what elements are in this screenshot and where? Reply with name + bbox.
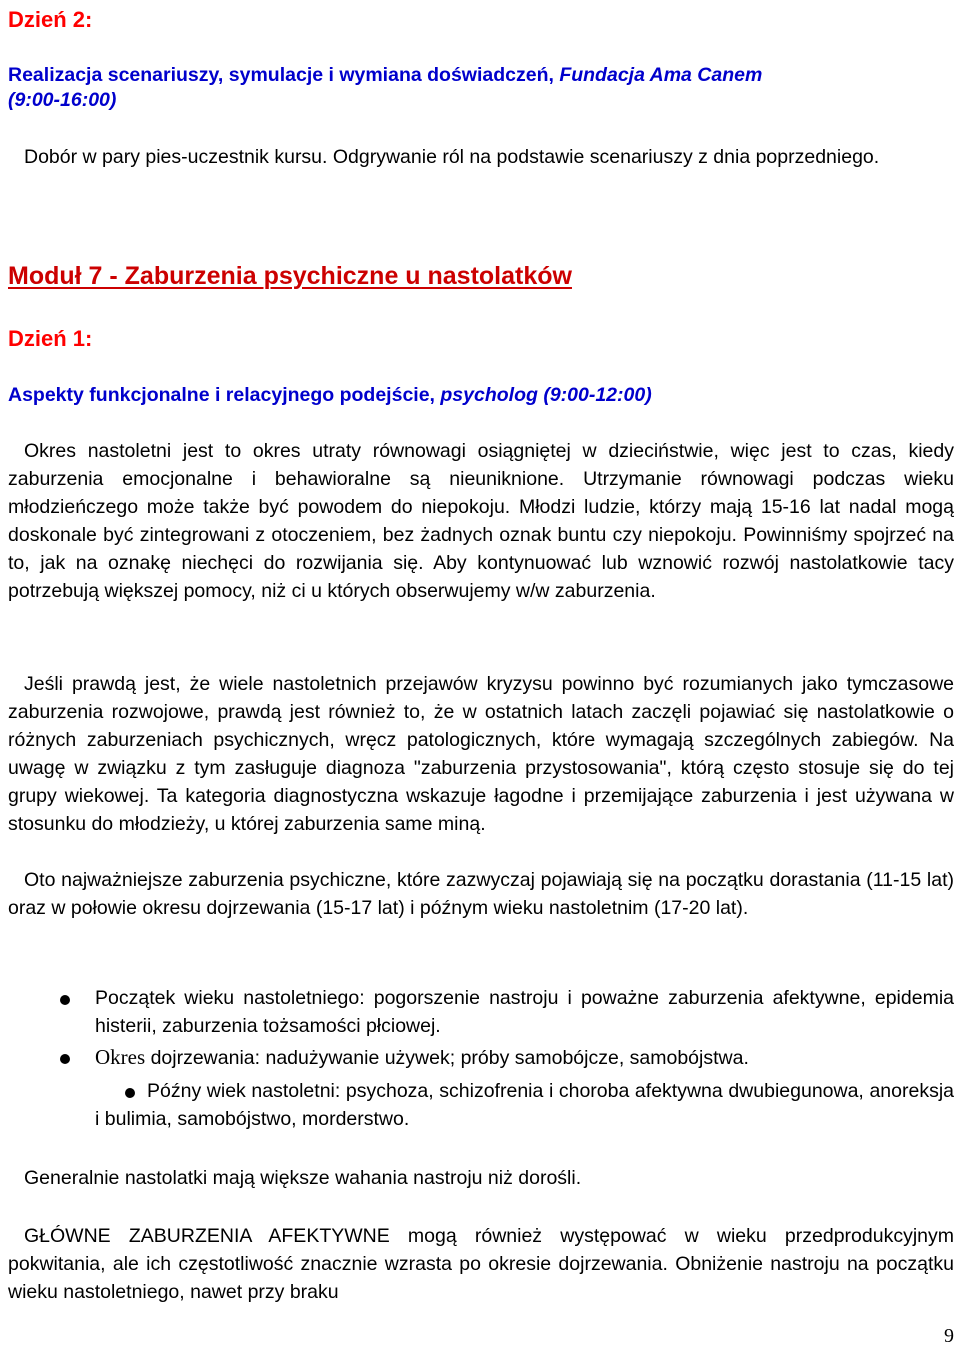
bullet-dot — [125, 1088, 135, 1098]
session-speaker: psycholog — [440, 384, 538, 406]
session-title-text: Aspekty funkcjonalne i relacyjnego podejście, — [8, 384, 441, 406]
bullet-text-lead: Okres — [95, 1045, 146, 1069]
session-time: (9:00-12:00) — [537, 384, 652, 406]
module-title: Moduł 7 - Zaburzenia psychiczne u nastolatków — [8, 262, 572, 290]
paragraph-4: Generalnie nastolatki mają większe wahania nastroju niż dorośli. — [24, 1167, 582, 1189]
bullet-item-early — [8, 984, 954, 1040]
paragraph-2: Jeśli prawdą jest, że wiele nastoletnich przejawów kryzysu powinno być rozumianych jako tymczasowe zaburzenia rozwojowe, prawdą jest również to, że w ostatnich latach zaczęli pojawiać się nastolatkowie o różnych zaburzeniach psychicznych, wręcz patologicznych, które wymagają szczególnych zabiegów. Na uwagę w związku z tym zasługuje diagnoza "zaburzenia przystosowania", którą często stosuje się do tej grupy wiekowej. Ta kategoria diagnostyczna wskazuje łagodne i przemijające zaburzenia i jest używana w stosunku do młodzieży, u której zaburzenia same miną. — [8, 673, 954, 835]
bullet-text: Początek wieku nastoletniego: pogorszenie nastroju i poważne zaburzenia afektywne, epidemia histerii, zaburzenia tożsamości płciowej. — [95, 987, 954, 1037]
bullet-dot — [60, 1054, 70, 1064]
day2-session-title — [8, 63, 954, 113]
bullet-text: dojrzewania: nadużywanie używek; próby samobójcze, samobójstwa. — [145, 1047, 749, 1069]
session-title-text: Realizacja scenariuszy, symulacje i wymiana doświadczeń, — [8, 64, 560, 86]
session-organization: Fundacja Ama Canem — [559, 64, 763, 86]
paragraph-5: GŁÓWNE ZABURZENIA AFEKTYWNE mogą również występować w wieku przedprodukcyjnym pokwitania, ale ich częstotliwość znacznie wzrasta po okresie dojrzewania. Obniżenie nastroju na początku wieku nastoletniego, nawet przy braku — [8, 1225, 954, 1303]
paragraph-1: Okres nastoletni jest to okres utraty równowagi osiągniętej w dzieciństwie, więc jest to czas, kiedy zaburzenia emocjonalne i behawioralne są nieuniknione. Utrzymanie równowagi podczas wieku młodzieńczego może także być powodem do niepokoju. Młodzi ludzie, którzy mają 15-16 lat nadal mogą doskonale być zintegrowani z otoczeniem, bez żadnych oznak buntu czy niepokoju. Powinniśmy spojrzeć na to, jak na oznakę niechęci do rozwijania się. Aby kontynuować lub wznowić rozwój nastolatkowie tacy potrzebują większej pomocy, niż ci u których obserwujemy w/w zaburzenia. — [8, 440, 954, 602]
bullet-item-puberty — [8, 1043, 954, 1072]
paragraph-3: Oto najważniejsze zaburzenia psychiczne, które zazwyczaj pojawiają się na początku dorastania (11-15 lat) oraz w połowie okresu dojrzewania (15-17 lat) i późnym wieku nastoletnim (17-20 lat). — [8, 869, 954, 919]
day1-heading: Dzień 1: — [8, 326, 93, 351]
bullet-text: Późny wiek nastoletni: psychoza, schizofrenia i choroba afektywna dwubiegunowa, anoreksja i bulimia, samobójstwo, morderstwo. — [95, 1080, 954, 1130]
session-time: (9:00-16:00) — [8, 89, 117, 111]
bullet-item-late — [8, 1077, 954, 1133]
day2-heading: Dzień 2: — [8, 7, 93, 32]
day2-description: Dobór w pary pies-uczestnik kursu. Odgrywanie ról na podstawie scenariuszy z dnia poprzedniego. — [24, 146, 880, 168]
page-number: 9 — [944, 1325, 954, 1347]
bullet-dot — [60, 995, 70, 1005]
day1-session-title — [8, 383, 954, 408]
